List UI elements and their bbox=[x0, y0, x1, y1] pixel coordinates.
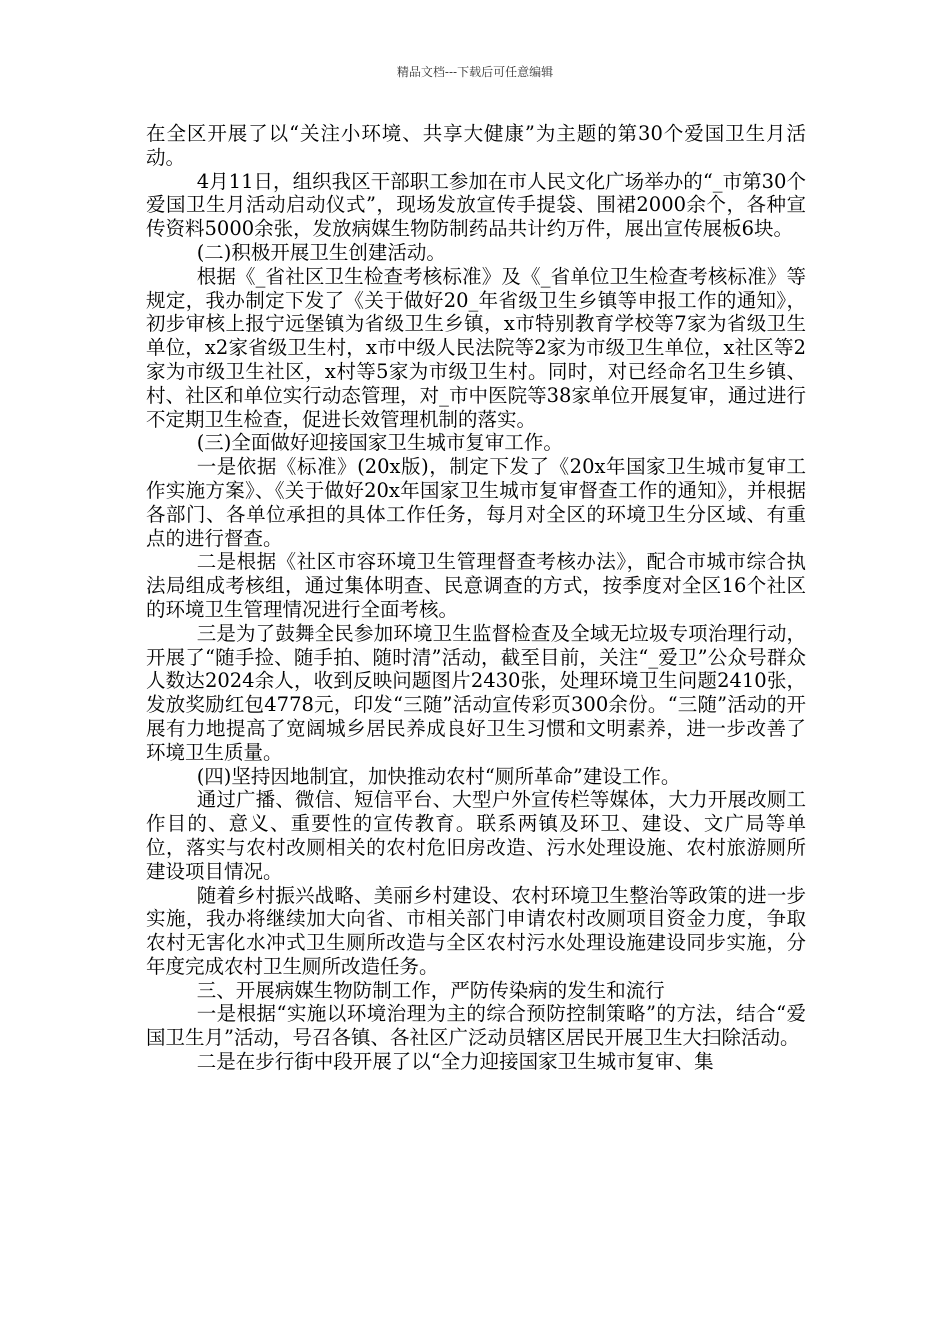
paragraph: 根据《_省社区卫生检查考核标准》及《_省单位卫生检查考核标准》等规定，我办制定下发了《关于做好20_年省级卫生乡镇等申报工作的通知》，初步审核上报宁远堡镇为省级卫生乡镇，x市特别教育学校等7家为省级卫生单位，x2家省级卫生村，x市中级人民法院等2家为市级卫生单位，x社区等2家为市级卫生社区，x村等5家为市级卫生村。同时，对已经命名卫生乡镇、村、社区和单位实行动态管理，对_市中医院等38家单位开展复审，通过进行不定期卫生检查，促进长效管理机制的落实。 bbox=[146, 264, 806, 431]
paragraph: 一是依据《标准》(20x版)，制定下发了《20x年国家卫生城市复审工作实施方案》、《关于做好20x年国家卫生城市复审督查工作的通知》，并根据各部门、各单位承担的具体工作任务，每月对全区的环境卫生分区域、有重点的进行督查。 bbox=[146, 455, 806, 550]
paragraph: (四)坚持因地制宜，加快推动农村“厕所革命”建设工作。 bbox=[196, 764, 681, 788]
paragraph: 4月11日，组织我区干部职工参加在市人民文化广场举办的“_市第30个爱国卫生月活动启动仪式”，现场发放宣传手提袋、围裙2000余个，各种宣传资料5000余张，发放病媒生物防制药品共计约万件，展出宣传展板6块。 bbox=[146, 169, 806, 241]
paragraph: 一是根据“实施以环境治理为主的综合预防控制策略”的方法，结合“爱国卫生月”活动，号召各镇、各社区广泛动员辖区居民开展卫生大扫除活动。 bbox=[146, 1002, 806, 1050]
paragraph: 三、开展病媒生物防制工作，严防传染病的发生和流行 bbox=[196, 978, 665, 1002]
document-body bbox=[146, 122, 806, 1074]
paragraph: 通过广播、微信、短信平台、大型户外宣传栏等媒体，大力开展改厕工作目的、意义、重要性的宣传教育。联系两镇及环卫、建设、文广局等单位，落实与农村改厕相关的农村危旧房改造、污水处理设施、农村旅游厕所建设项目情况。 bbox=[146, 788, 806, 883]
page-header: 精品文档---下载后可任意编辑 bbox=[396, 65, 554, 79]
paragraph: 二是在步行街中段开展了以“全力迎接国家卫生城市复审、集 bbox=[196, 1050, 714, 1074]
paragraph: 随着乡村振兴战略、美丽乡村建设、农村环境卫生整治等政策的进一步实施，我办将继续加大向省、市相关部门申请农村改厕项目资金力度，争取农村无害化水冲式卫生厕所改造与全区农村污水处理设施建设同步实施，分年度完成农村卫生厕所改造任务。 bbox=[146, 883, 806, 978]
paragraph: (二)积极开展卫生创建活动。 bbox=[196, 240, 446, 264]
paragraph: (三)全面做好迎接国家卫生城市复审工作。 bbox=[196, 431, 563, 455]
paragraph: 在全区开展了以“关注小环境、共享大健康”为主题的第30个爱国卫生月活动。 bbox=[146, 122, 806, 169]
paragraph: 二是根据《社区市容环境卫生管理督查考核办法》，配合市城市综合执法局组成考核组，通过集体明查、民意调查的方式，按季度对全区16个社区的环境卫生管理情况进行全面考核。 bbox=[146, 550, 806, 621]
paragraph: 三是为了鼓舞全民参加环境卫生监督检查及全域无垃圾专项治理行动，开展了“随手捡、随手拍、随时清”活动，截至目前，关注“_爱卫”公众号群众人数达2024余人，收到反映问题图片2430张，处理环境卫生问题2410张，发放奖励红包4778元，印发“三随”活动宣传彩页300余份。“三随”活动的开展有力地提高了宽阔城乡居民养成良好卫生习惯和文明素养，进一步改善了环境卫生质量。 bbox=[146, 621, 806, 764]
